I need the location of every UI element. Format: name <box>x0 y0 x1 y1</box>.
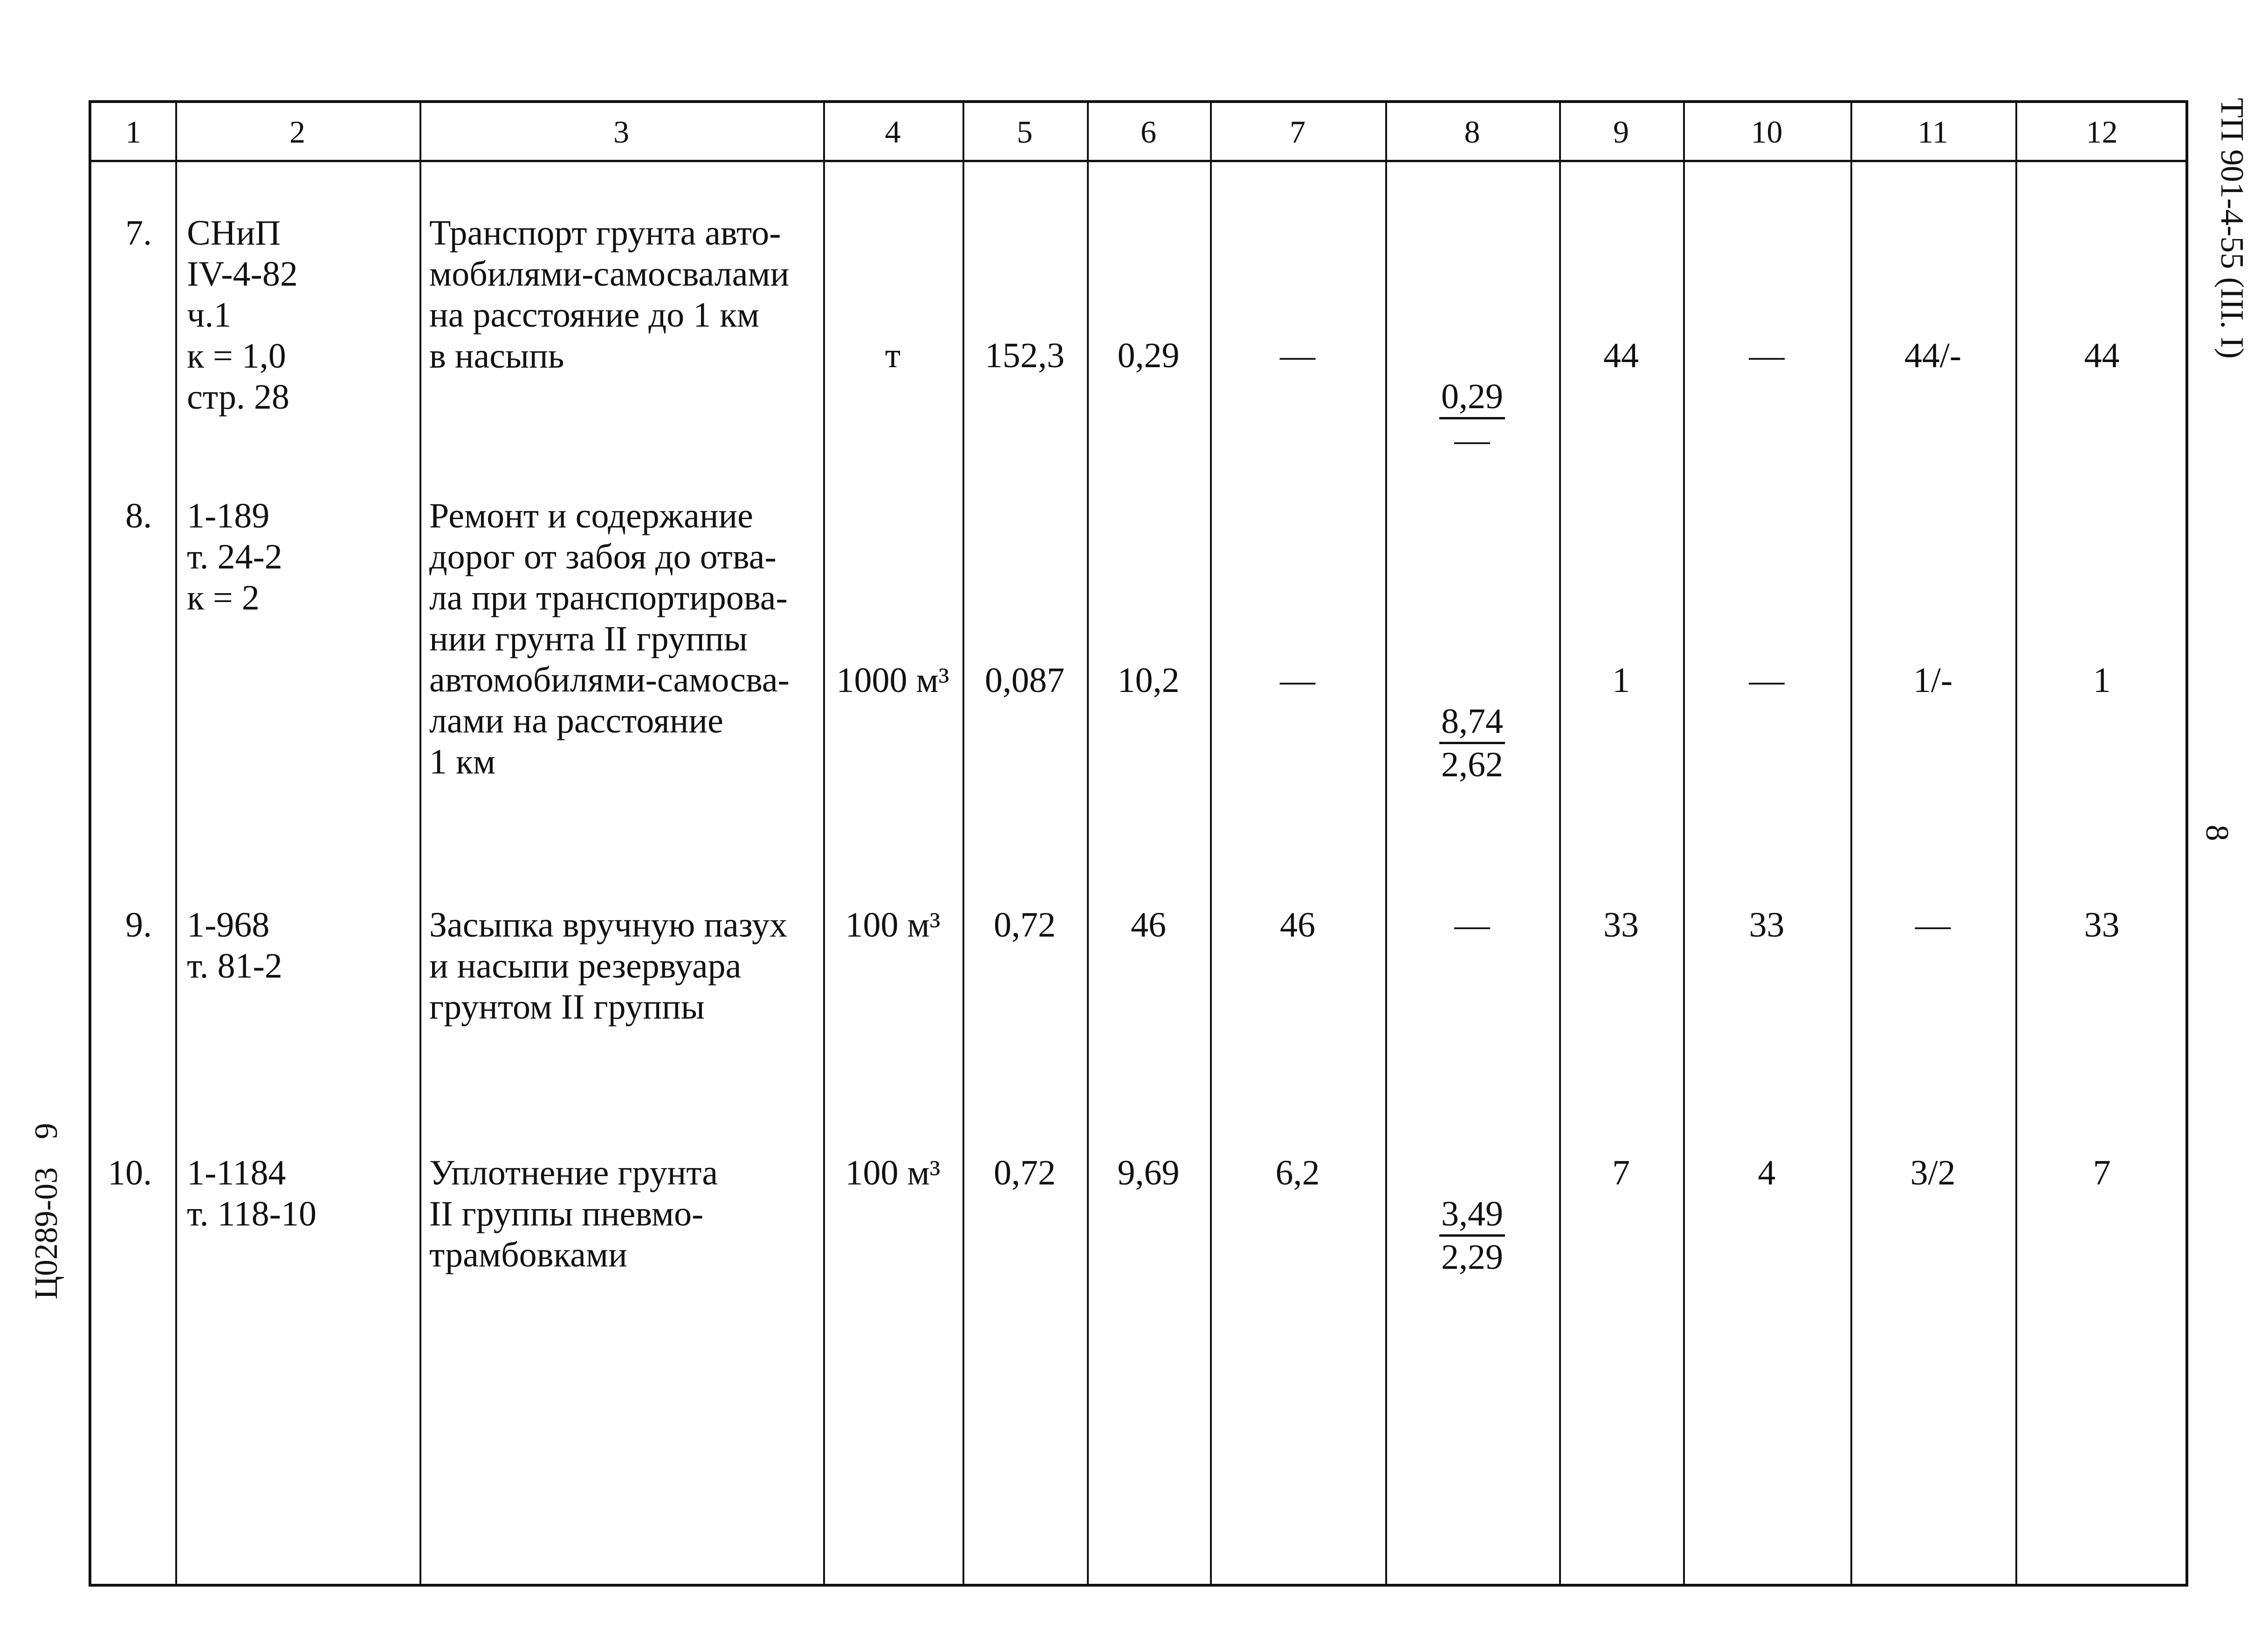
unit: 1000 м³ <box>836 661 949 700</box>
archive-number: Ц0289-03 <box>28 1167 64 1300</box>
col-10-value: — <box>1749 661 1785 700</box>
column-divider <box>175 103 177 1584</box>
col-7-value: — <box>1280 661 1315 700</box>
norm-code: СНиП IV-4-82 ч.1 к = 1,0 стр. 28 <box>187 213 298 417</box>
column-divider <box>1683 103 1685 1584</box>
col-9-value: 7 <box>1612 1153 1630 1192</box>
fraction-numerator: 3,49 <box>1439 1193 1505 1237</box>
col-8-fraction <box>1385 335 1559 460</box>
norm-code: 1-1184 т. 118-10 <box>187 1153 316 1233</box>
quantity: 0,72 <box>994 1153 1056 1192</box>
col-12-value: 44 <box>2084 336 2120 375</box>
archive-stamp <box>28 1123 65 1300</box>
col-10-value: 33 <box>1749 905 1785 945</box>
column-divider <box>823 103 825 1584</box>
col-6-value: 0,29 <box>1117 336 1180 375</box>
norm-code: 1-968 т. 81-2 <box>187 905 282 986</box>
col-9-value: 44 <box>1603 336 1639 375</box>
header-col-5: 5 <box>1017 114 1033 150</box>
header-col-12: 12 <box>2086 114 2118 150</box>
col-11-value: 1/- <box>1913 661 1953 700</box>
column-divider <box>2015 103 2017 1584</box>
col-11-value: 3/2 <box>1910 1153 1956 1192</box>
work-description: Транспорт грунта авто- мобилями-самосвалами на расстояние до 1 км в насыпь <box>429 213 790 376</box>
quantity: 152,3 <box>985 336 1065 375</box>
fraction-denominator: 2,29 <box>1441 1238 1503 1277</box>
col-10-value: 4 <box>1758 1153 1776 1192</box>
header-col-2: 2 <box>289 114 305 150</box>
header-col-9: 9 <box>1613 114 1629 150</box>
document-code: ТП 901-4-55 (III. I) <box>2214 98 2250 359</box>
row-number: 8. <box>125 496 152 535</box>
col-10-value: — <box>1749 336 1785 375</box>
fraction-numerator: 8,74 <box>1439 701 1505 744</box>
col-12-value: 7 <box>2093 1153 2111 1192</box>
column-divider <box>1087 103 1089 1584</box>
col-9-value: 33 <box>1603 905 1639 945</box>
col-11-value: 44/- <box>1904 336 1962 375</box>
col-7-value: 6,2 <box>1275 1153 1320 1192</box>
sheet-number: 9 <box>28 1123 64 1139</box>
unit: 100 м³ <box>845 905 941 945</box>
column-divider <box>1210 103 1212 1584</box>
col-6-value: 46 <box>1131 905 1166 945</box>
header-col-8: 8 <box>1464 114 1480 150</box>
work-description: Засыпка вручную пазух и насыпи резервуара грунтом II группы <box>429 905 788 1027</box>
fraction-numerator: 0,29 <box>1439 376 1505 419</box>
work-description: Уплотнение грунта II группы пневмо- трамбовками <box>429 1153 718 1274</box>
header-col-4: 4 <box>885 114 901 150</box>
fraction-denominator: 2,62 <box>1441 745 1503 784</box>
column-divider <box>1850 103 1852 1584</box>
fraction-denominator: — <box>1454 420 1490 459</box>
col-6-value: 9,69 <box>1117 1153 1180 1192</box>
col-6-value: 10,2 <box>1117 661 1180 700</box>
row-number: 9. <box>125 905 152 945</box>
column-divider <box>962 103 964 1584</box>
col-9-value: 1 <box>1612 661 1630 700</box>
col-8-fraction <box>1385 1152 1559 1278</box>
col-12-value: 1 <box>2093 661 2111 700</box>
work-description: Ремонт и содержание дорог от забоя до отва- ла при транспортирова- нии грунта II группы автомобилями-самосва- лами на расстояние 1 км <box>429 496 790 781</box>
estimate-table <box>89 100 2188 1587</box>
header-col-7: 7 <box>1290 114 1306 150</box>
header-col-1: 1 <box>125 114 141 150</box>
unit: 100 м³ <box>845 1153 941 1192</box>
page-mark: 8 <box>2199 825 2235 841</box>
header-col-11: 11 <box>1917 114 1948 150</box>
col-7-value: — <box>1280 336 1315 375</box>
quantity: 0,72 <box>994 905 1056 945</box>
col-11-value: — <box>1915 905 1951 945</box>
row-number: 7. <box>125 213 152 253</box>
unit: т <box>885 336 901 375</box>
col-8-fraction <box>1385 660 1559 785</box>
header-col-10: 10 <box>1751 114 1783 150</box>
header-col-3: 3 <box>613 114 629 150</box>
column-divider <box>1385 103 1387 1584</box>
column-divider <box>419 103 421 1584</box>
header-col-6: 6 <box>1141 114 1156 150</box>
norm-code: 1-189 т. 24-2 к = 2 <box>187 496 282 617</box>
col-12-value: 33 <box>2084 905 2120 945</box>
quantity: 0,087 <box>985 661 1065 700</box>
col-8-value: — <box>1454 905 1490 945</box>
row-number: 10. <box>108 1153 152 1192</box>
column-divider <box>1559 103 1561 1584</box>
col-7-value: 46 <box>1280 905 1315 945</box>
